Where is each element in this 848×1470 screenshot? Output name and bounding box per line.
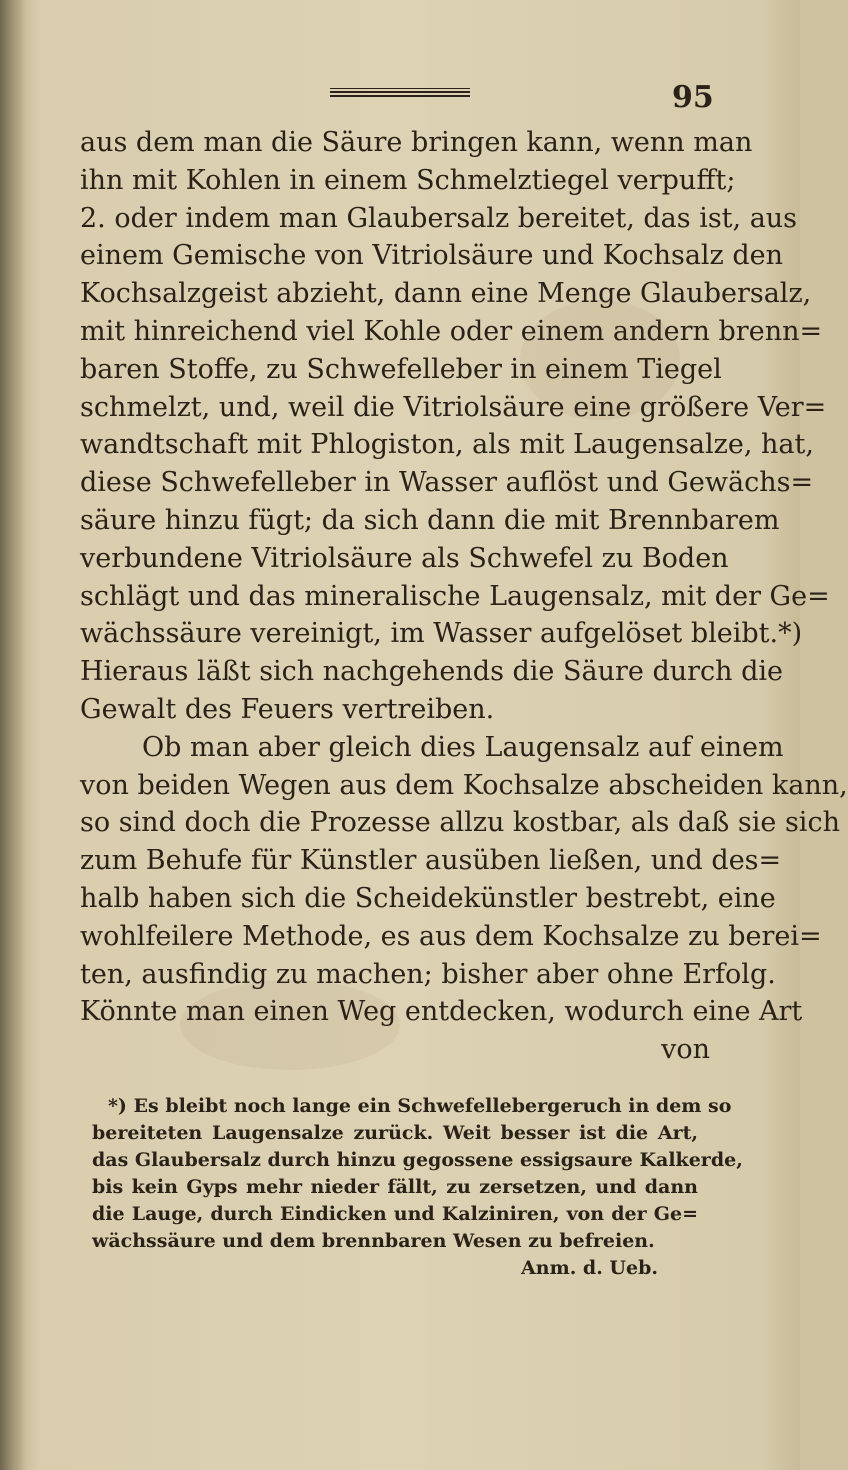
text-line: halb haben sich die Scheidekünstler bestrebt, eine	[80, 882, 776, 914]
footnote-line: bis kein Gyps mehr nieder fällt, zu zersetzen, und dann	[92, 1176, 698, 1198]
paragraph	[80, 729, 848, 1031]
text-line: Ob man aber gleich dies Laugensalz auf einem	[142, 731, 784, 763]
paragraph	[80, 124, 830, 729]
text-line: ihn mit Kohlen in einem Schmelztiegel verpufft;	[80, 164, 736, 196]
main-text	[80, 124, 848, 1069]
footnote-line: wächssäure und dem brennbaren Wesen zu befreien.	[92, 1230, 655, 1252]
text-line: so sind doch die Prozesse allzu kostbar, als daß sie sich	[80, 807, 840, 839]
text-line: Könnte man einen Weg entdecken, wodurch eine Art	[80, 996, 803, 1028]
text-line: diese Schwefelleber in Wasser auflöst und Gewächs=	[80, 467, 814, 499]
catchword: von	[661, 1034, 710, 1066]
text-line: verbundene Vitriolsäure als Schwefel zu Boden	[80, 542, 729, 574]
text-line: von beiden Wegen aus dem Kochsalze abscheiden kann,	[80, 769, 848, 801]
text-line: zum Behufe für Künstler ausüben ließen, und des=	[80, 845, 782, 877]
text-line: wandtschaft mit Phlogiston, als mit Laugensalze, hat,	[80, 429, 814, 461]
text-line: baren Stoffe, zu Schwefelleber in einem Tiegel	[80, 353, 722, 385]
text-line: einem Gemische von Vitriolsäure und Kochsalz den	[80, 240, 784, 272]
page-number: 95	[672, 80, 714, 115]
page-gutter-shadow	[0, 0, 26, 1470]
text-line: mit hinreichend viel Kohle oder einem andern brenn=	[80, 315, 823, 347]
text-line: Gewalt des Feuers vertreiben.	[80, 693, 495, 725]
text-line: wohlfeilere Methode, es aus dem Kochsalze zu berei=	[80, 920, 822, 952]
text-line: schmelzt, und, weil die Vitriolsäure eine größere Ver=	[80, 391, 827, 423]
footnote-line: *) Es bleibt noch lange ein Schwefellebergeruch in dem so	[108, 1095, 732, 1117]
text-line: Hieraus läßt sich nachgehends die Säure durch die	[80, 656, 784, 688]
text-line: wächssäure vereinigt, im Wasser aufgelöset bleibt.*)	[80, 618, 803, 650]
text-line: schlägt und das mineralische Laugensalz, mit der Ge=	[80, 580, 830, 612]
footnote-signature: Anm. d. Ueb.	[521, 1257, 658, 1279]
text-line: säure hinzu fügt; da sich dann die mit Brennbarem	[80, 504, 780, 536]
footnote-line: bereiteten Laugensalze zurück. Weit besser ist die Art,	[92, 1122, 698, 1144]
text-line: ten, ausfindig zu machen; bisher aber ohne Erfolg.	[80, 958, 776, 990]
text-line: Kochsalzgeist abzieht, dann eine Menge Glaubersalz,	[80, 278, 812, 310]
footnote-line: das Glaubersalz durch hinzu gegossene essigsaure Kalkerde,	[92, 1149, 743, 1171]
header-rule	[330, 88, 470, 97]
footnote-line: die Lauge, durch Eindicken und Kalziniren, von der Ge=	[92, 1203, 698, 1225]
footnote	[92, 1093, 743, 1282]
text-line: aus dem man die Säure bringen kann, wenn man	[80, 127, 753, 158]
text-line: 2. oder indem man Glaubersalz bereitet, das ist, aus	[80, 202, 798, 234]
